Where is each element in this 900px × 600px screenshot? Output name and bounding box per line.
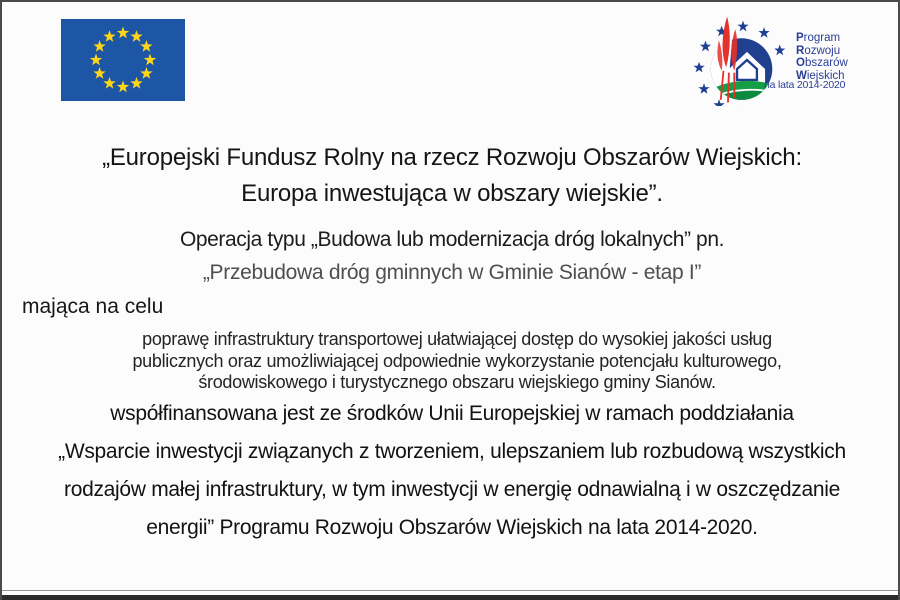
operation-type-line: Operacja typu „Budowa lub modernizacja dróg lokalnych” pn. xyxy=(179,228,725,251)
prow-name-line: Rozwoju xyxy=(796,44,841,57)
prow-name-line: Obszarów xyxy=(796,57,848,69)
prow-program-name xyxy=(796,32,848,82)
purpose-line: środowiskowego i turystycznego obszaru wiejskiego gminy Sianów. xyxy=(198,372,716,392)
fund-title-line2: Europa inwestująca w obszary wiejskie”. xyxy=(241,180,663,207)
fund-title xyxy=(2,140,900,212)
cofinancing-line: współfinansowana jest ze środków Unii Europejskiej w ramach poddziałania xyxy=(110,402,794,425)
fund-title-line1: „Europejski Fundusz Rolny na rzecz Rozwoju Obszarów Wiejskich: xyxy=(102,144,802,171)
prow-circle xyxy=(706,35,778,106)
purpose-line: publicznych oraz umożliwiającej odpowiednie wykorzystanie potencjału kulturowego, xyxy=(132,350,782,371)
prow-name-line: Program xyxy=(796,32,841,44)
cofinancing-paragraph xyxy=(2,403,900,555)
operation-name-line: „Przebudowa dróg gminnych w Gminie Sianów - etap I” xyxy=(202,261,702,284)
prow-name-line: Wiejskich xyxy=(796,69,845,82)
purpose-line: poprawę infrastruktury transportowej ułatwiającej dostęp do wysokiej jakości usług xyxy=(142,329,772,349)
prow-logo xyxy=(690,14,890,112)
board-bottom-strip xyxy=(2,595,898,600)
purpose-paragraph xyxy=(62,329,852,394)
eu-flag xyxy=(61,19,185,101)
cofinancing-line: „Wsparcie inwestycji związanych z tworzeniem, ulepszaniem lub rozbudową wszystkich xyxy=(58,440,846,463)
eu-flag-icon xyxy=(61,19,185,101)
board-bottom-edge-line xyxy=(2,590,898,591)
cofinancing-line: rodzajów małej infrastruktury, w tym inwestycji w energię odnawialną i w oszczędzanie xyxy=(64,478,840,501)
prow-logo-icon xyxy=(690,14,794,106)
purpose-label: mająca na celu xyxy=(22,295,164,318)
cofinancing-line: energii” Programu Rozwoju Obszarów Wiejskich na lata 2014-2020. xyxy=(146,516,758,539)
prow-years: na lata 2014-2020 xyxy=(764,79,846,91)
